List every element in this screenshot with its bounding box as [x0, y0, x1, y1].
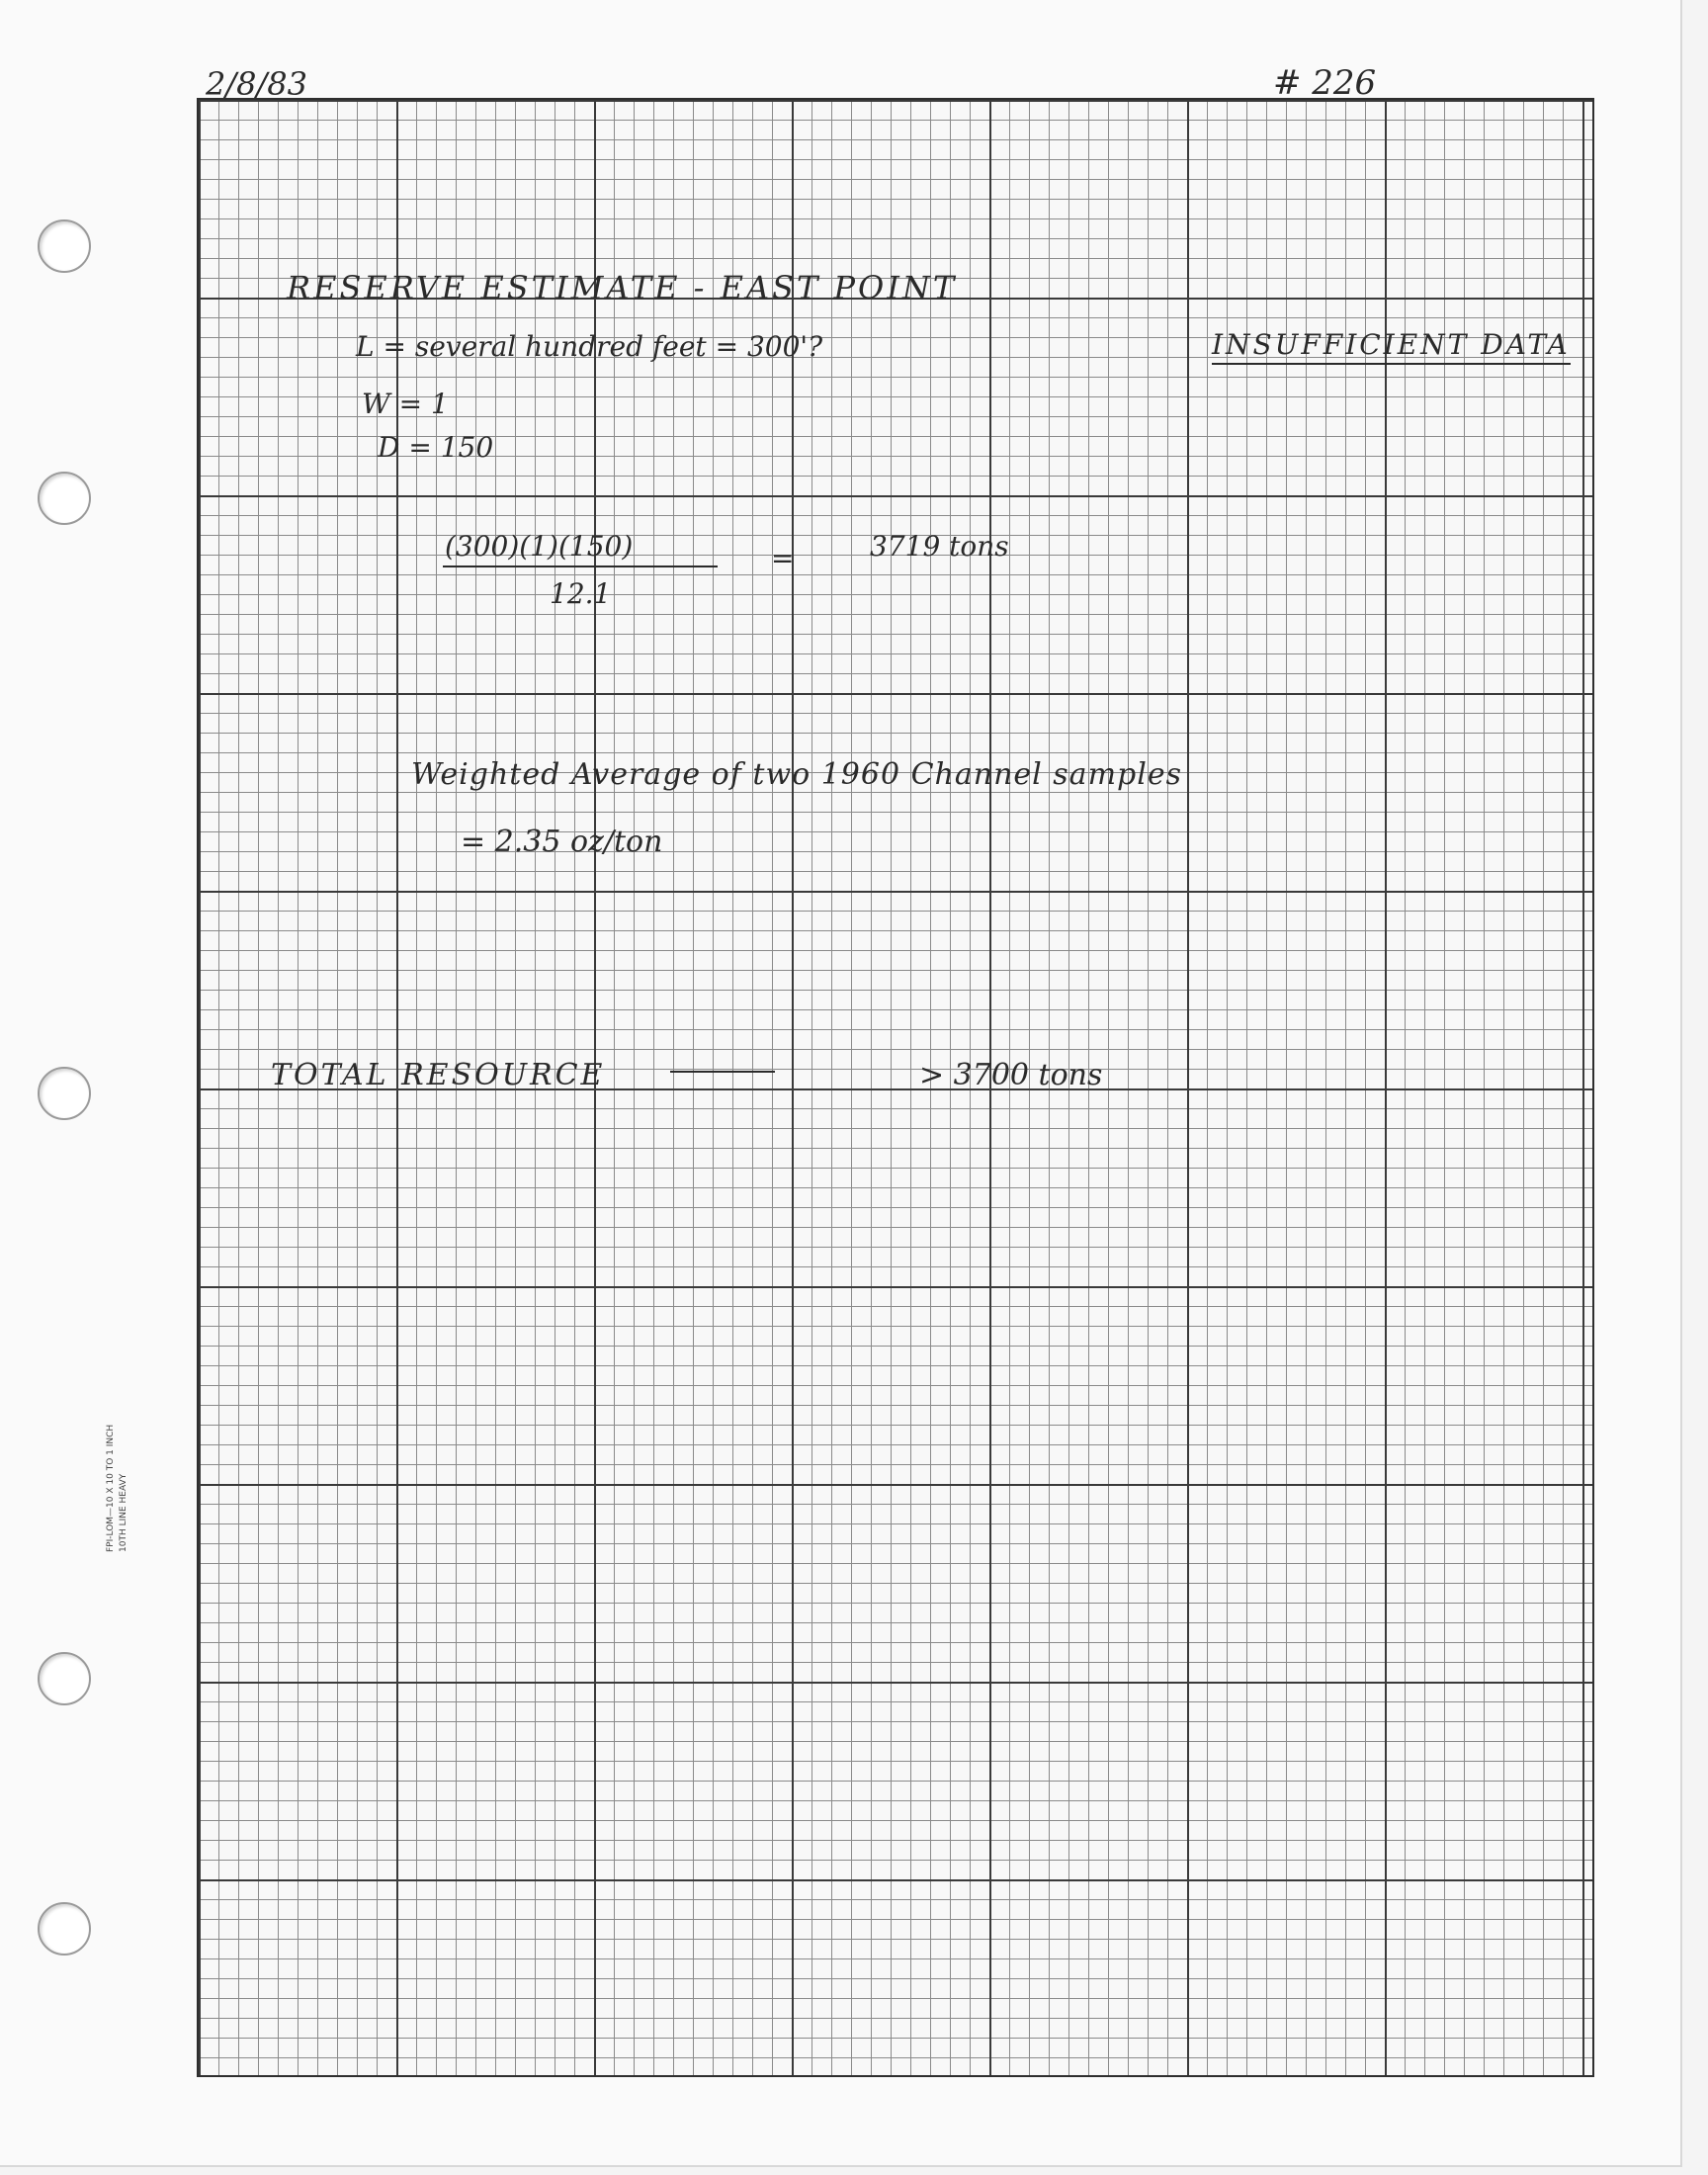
binder-hole-1	[38, 219, 91, 273]
leader-dash	[670, 1071, 775, 1073]
binder-hole-2	[38, 472, 91, 525]
equals-sign: =	[771, 542, 795, 574]
binder-hole-3	[38, 1067, 91, 1120]
binder-hole-4	[38, 1652, 91, 1705]
binder-hole-5	[38, 1902, 91, 1956]
page-number: # 226	[1273, 63, 1377, 103]
insufficient-data-note: INSUFFICIENT DATA	[1212, 328, 1571, 365]
depth-line: D = 150	[378, 431, 494, 464]
grade-line: = 2.35 oz/ton	[461, 825, 663, 859]
imprint-line-2: 10TH LINE HEAVY	[119, 1473, 128, 1552]
weighted-average-line: Weighted Average of two 1960 Channel samples	[411, 757, 1182, 792]
total-resource-label: TOTAL RESOURCE	[271, 1058, 606, 1092]
width-line: W = 1	[362, 388, 449, 420]
fraction-numerator: (300)(1)(150)	[445, 530, 634, 563]
imprint-line-1: FPI-LOM—10 X 10 TO 1 INCH	[106, 1424, 116, 1552]
paper-imprint	[105, 1425, 130, 1552]
length-line: L = several hundred feet = 300'?	[356, 330, 823, 363]
tonnage-result: 3719 tons	[870, 530, 1009, 563]
fraction-bar	[443, 566, 718, 567]
fraction-denominator: 12.1	[550, 577, 612, 610]
total-resource-value: > 3700 tons	[919, 1058, 1103, 1092]
date: 2/8/83	[206, 65, 307, 103]
page-title: RESERVE ESTIMATE - EAST POINT	[287, 269, 958, 306]
